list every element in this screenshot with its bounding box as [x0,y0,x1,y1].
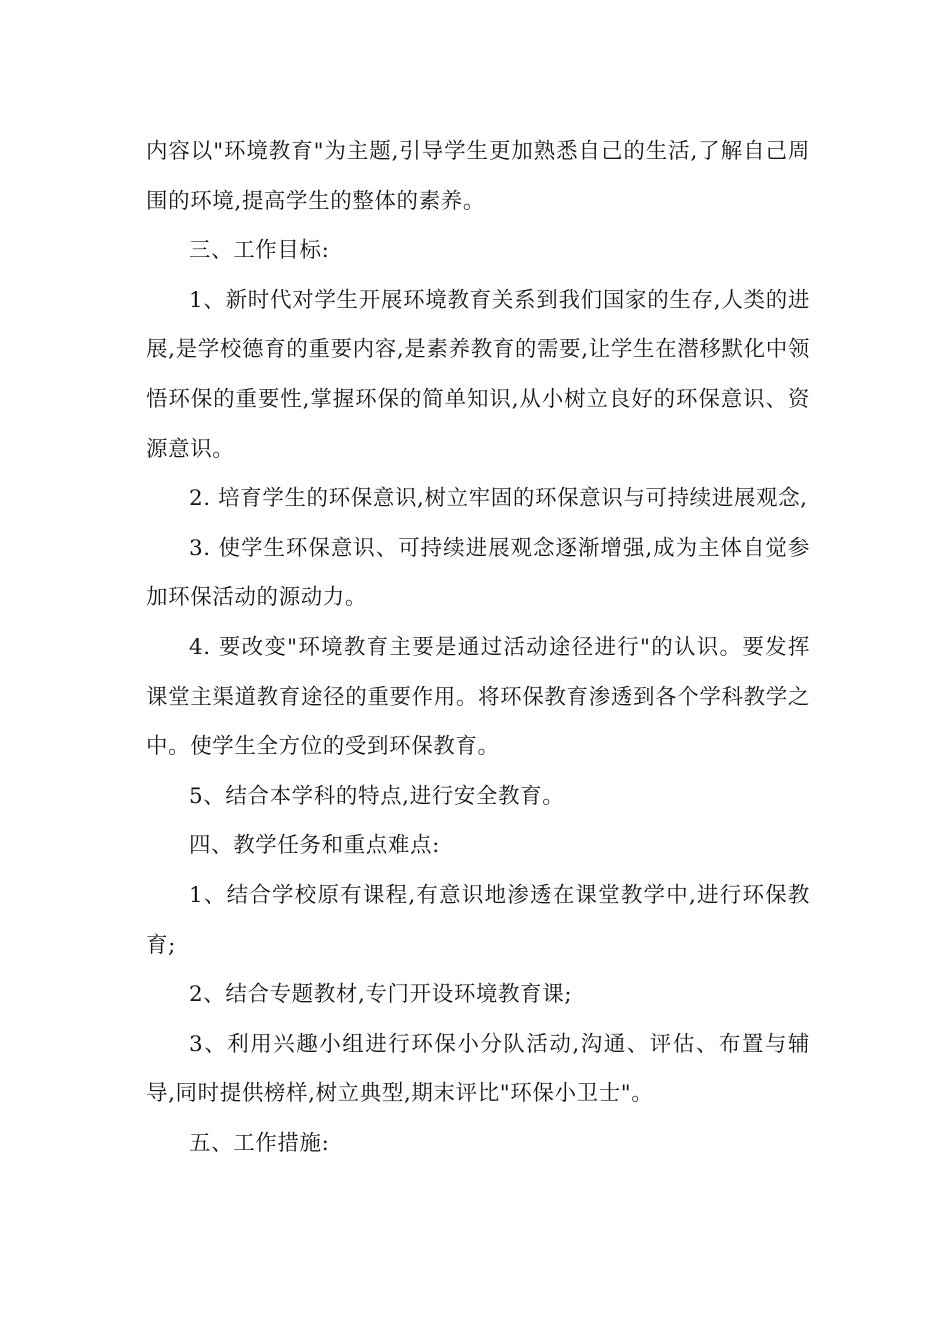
section-heading-work-goals: 三、工作目标: [189,238,330,264]
section-heading-teaching-tasks: 四、教学任务和重点难点: [189,833,440,859]
goal-item-2: 2. 培育学生的环保意识,树立牢固的环保意识与可持续进展观念, [189,486,808,512]
goal-item-4: 4. 要改变"环境教育主要是通过活动途径进行"的认识。要发挥课堂主渠道教育途径的重要作用。将环保教育渗透到各个学科教学之中。使学生全方位的受到环保教育。 [146,634,810,760]
goal-item-1: 1、新时代对学生开展环境教育关系到我们国家的生存,人类的进展,是学校德育的重要内容,是素养教育的需要,让学生在潜移默化中领悟环保的重要性,掌握环保的简单知识,从小树立良好的环保意识、资源意识。 [146,287,810,462]
task-item-1: 1、结合学校原有课程,有意识地渗透在课堂教学中,进行环保教育; [146,882,810,958]
document-body [146,127,810,1168]
section-heading-work-measures: 五、工作措施: [189,1130,330,1156]
goal-item-5: 5、结合本学科的特点,进行安全教育。 [189,783,565,809]
paragraph-intro-continuation: 内容以"环境教育"为主题,引导学生更加熟悉自己的生活,了解自己周围的环境,提高学生的整体的素养。 [146,139,810,214]
task-item-3: 3、利用兴趣小组进行环保小分队活动,沟通、评估、布置与辅导,同时提供榜样,树立典型,期末评比"环保小卫士"。 [146,1031,810,1107]
goal-item-3: 3. 使学生环保意识、可持续进展观念逐渐增强,成为主体自觉参加环保活动的源动力。 [146,535,810,611]
task-item-2: 2、结合专题教材,专门开设环境教育课; [189,982,573,1008]
